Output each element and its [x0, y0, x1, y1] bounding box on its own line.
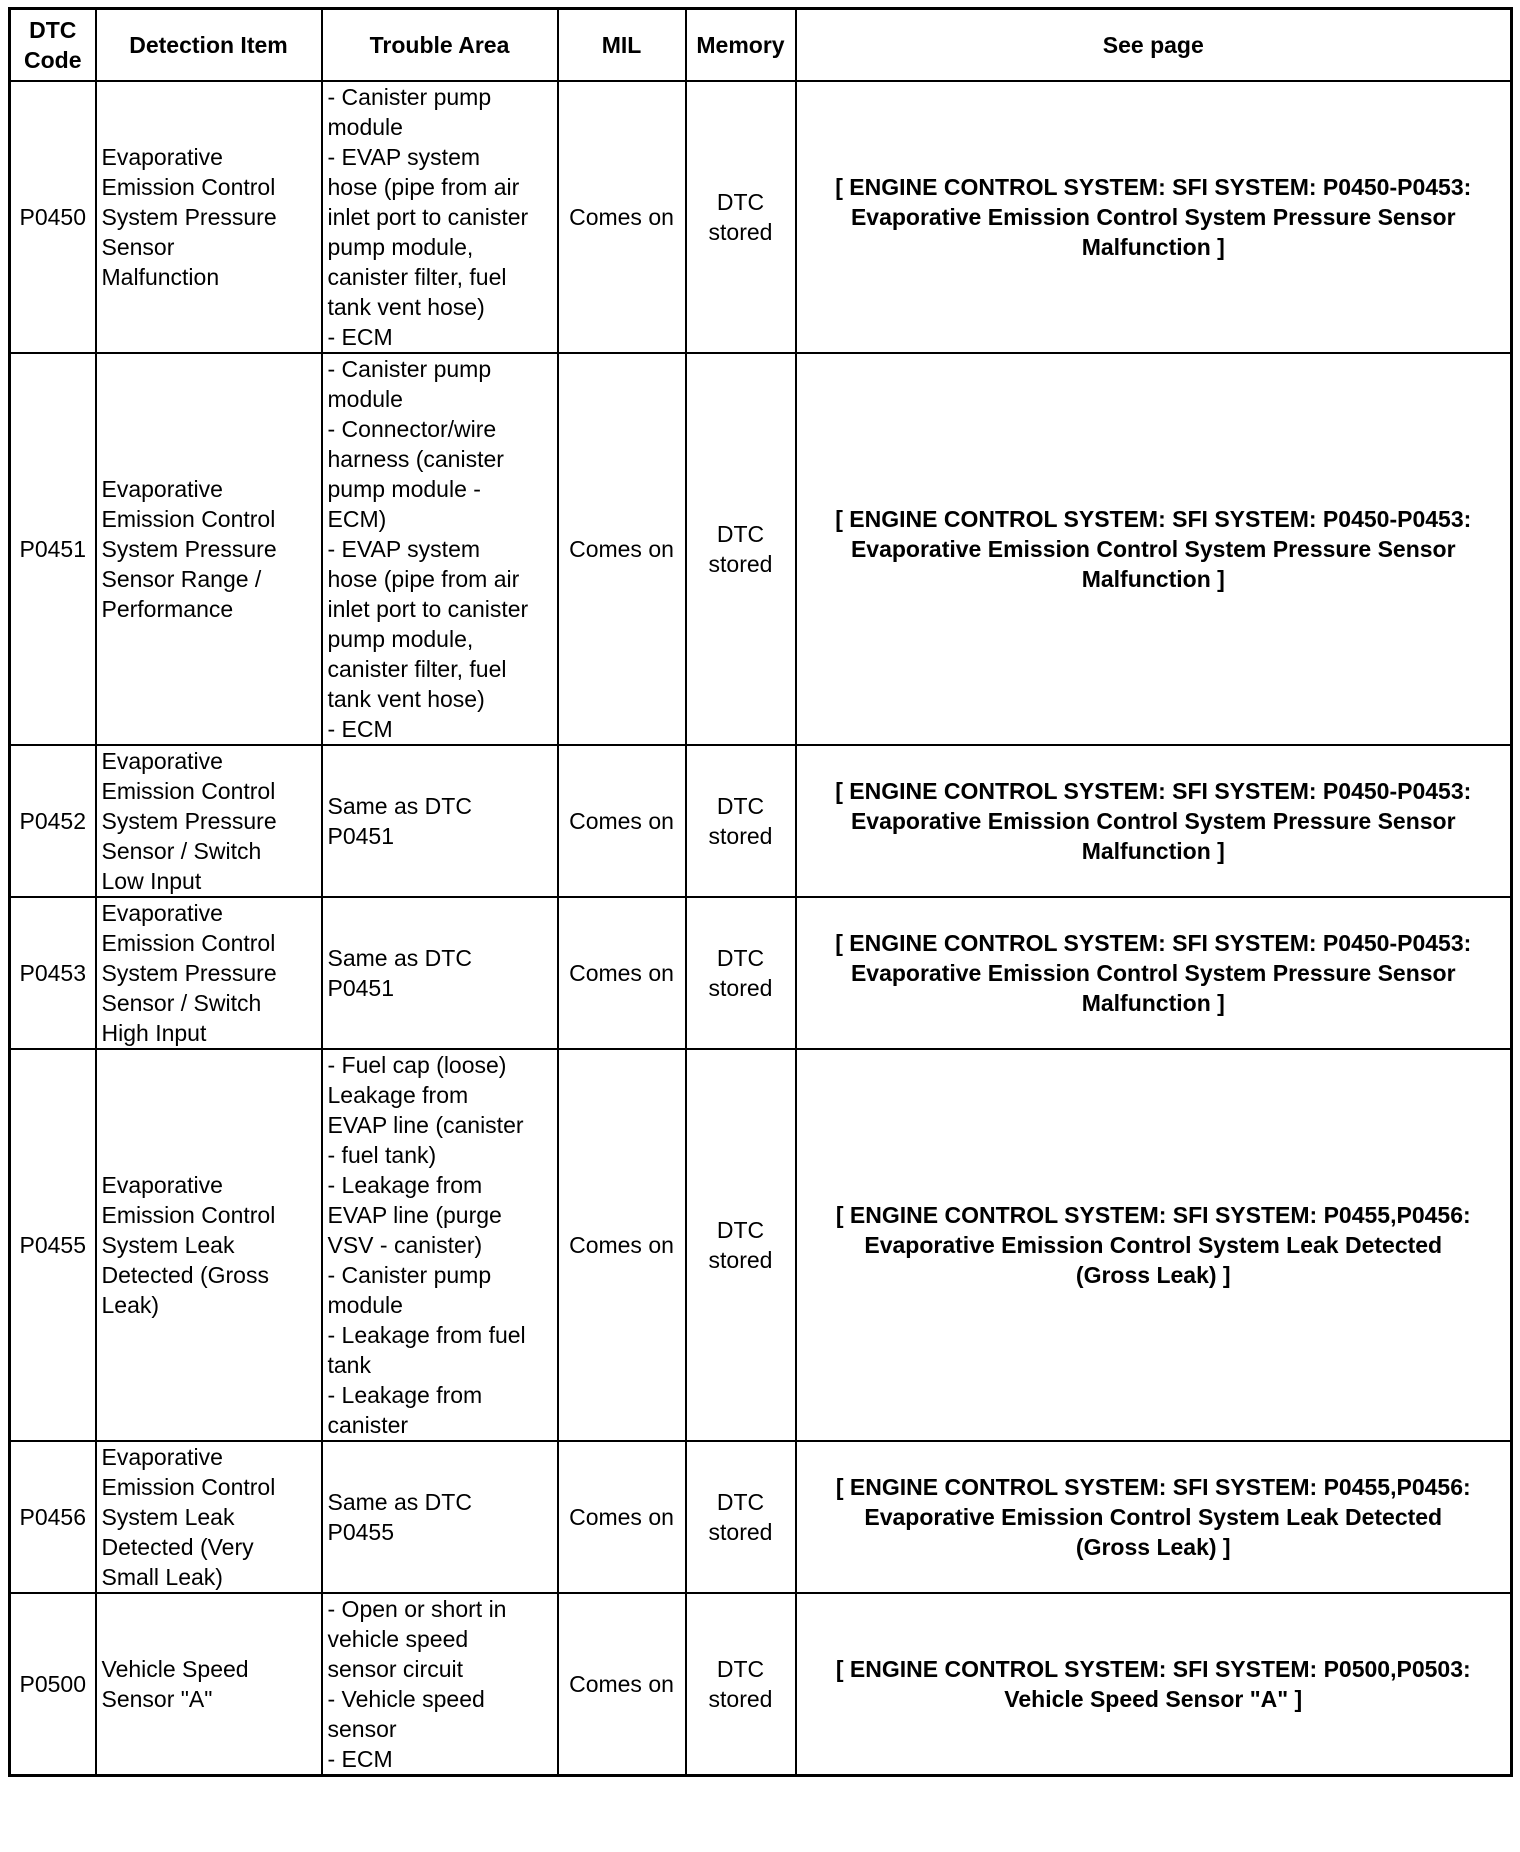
see-page-link[interactable]: [796, 897, 1512, 1049]
table-row: [10, 745, 1512, 897]
see-page-link-line[interactable]: Vehicle Speed Sensor "A" ]: [1004, 1686, 1303, 1712]
mil-cell: Comes on: [558, 745, 686, 897]
trouble-area-cell-line: module: [327, 114, 403, 140]
header-trouble-area: Trouble Area: [322, 9, 558, 82]
detection-item-cell-line: System Pressure: [101, 204, 277, 230]
trouble-area-cell-line: pump module,: [327, 626, 474, 652]
detection-item-cell-line: System Leak: [101, 1232, 235, 1258]
trouble-area-cell-line: - Leakage from fuel: [327, 1322, 526, 1348]
detection-item-cell-line: Emission Control: [101, 1474, 276, 1500]
memory-cell-line: stored: [708, 975, 773, 1001]
trouble-area-cell-line: tank: [327, 1352, 371, 1378]
see-page-link-line[interactable]: Malfunction ]: [1081, 234, 1225, 260]
table-row: [10, 1441, 1512, 1593]
mil-cell: Comes on: [558, 1593, 686, 1776]
detection-item-cell-line: Leak): [101, 1292, 160, 1318]
detection-item-cell-line: Evaporative: [101, 144, 223, 170]
trouble-area-cell-line: sensor circuit: [327, 1656, 463, 1682]
detection-item-cell: [96, 745, 322, 897]
header-row: [10, 9, 1512, 82]
trouble-area-cell-line: hose (pipe from air: [327, 566, 520, 592]
dtc-code-cell: P0450: [10, 81, 96, 353]
see-page-link-line[interactable]: [ ENGINE CONTROL SYSTEM: SFI SYSTEM: P0450-P0453:: [835, 506, 1472, 532]
table-body: [10, 81, 1512, 1776]
dtc-code-cell: P0500: [10, 1593, 96, 1776]
trouble-area-cell-line: pump module -: [327, 476, 481, 502]
detection-item-cell-line: System Pressure: [101, 536, 277, 562]
see-page-link-line[interactable]: [ ENGINE CONTROL SYSTEM: SFI SYSTEM: P0455,P0456:: [835, 1474, 1471, 1500]
trouble-area-cell-line: EVAP line (canister: [327, 1112, 524, 1138]
header-mil: MIL: [558, 9, 686, 82]
trouble-area-cell-line: - Leakage from: [327, 1382, 483, 1408]
see-page-link[interactable]: [796, 1049, 1512, 1441]
trouble-area-cell-line: Same as DTC: [327, 1489, 472, 1515]
table-row: [10, 81, 1512, 353]
table-row: [10, 897, 1512, 1049]
detection-item-cell-line: Emission Control: [101, 174, 276, 200]
trouble-area-cell-line: canister filter, fuel: [327, 264, 507, 290]
trouble-area-cell: [322, 81, 558, 353]
detection-item-cell-line: High Input: [101, 1020, 207, 1046]
trouble-area-cell-line: harness (canister: [327, 446, 504, 472]
trouble-area-cell-line: - Vehicle speed: [327, 1686, 485, 1712]
trouble-area-cell-line: pump module,: [327, 234, 474, 260]
memory-cell: [686, 1593, 796, 1776]
trouble-area-cell-line: - EVAP system: [327, 144, 481, 170]
memory-cell-line: DTC: [716, 1656, 765, 1682]
detection-item-cell: [96, 1049, 322, 1441]
trouble-area-cell-line: EVAP line (purge: [327, 1202, 502, 1228]
trouble-area-cell-line: - Canister pump: [327, 1262, 492, 1288]
trouble-area-cell-line: tank vent hose): [327, 686, 485, 712]
trouble-area-cell-line: ECM): [327, 506, 387, 532]
see-page-link-line[interactable]: Malfunction ]: [1081, 566, 1225, 592]
memory-cell: [686, 897, 796, 1049]
see-page-link-line[interactable]: Evaporative Emission Control System Leak Detected: [864, 1232, 1443, 1258]
see-page-link-line[interactable]: Malfunction ]: [1081, 838, 1225, 864]
detection-item-cell-line: Malfunction: [101, 264, 220, 290]
see-page-link-line[interactable]: Malfunction ]: [1081, 990, 1225, 1016]
trouble-area-cell-line: - Fuel cap (loose): [327, 1052, 507, 1078]
see-page-link-line[interactable]: [ ENGINE CONTROL SYSTEM: SFI SYSTEM: P0500,P0503:: [835, 1656, 1471, 1682]
trouble-area-cell-line: P0455: [327, 1519, 395, 1545]
detection-item-cell-line: Low Input: [101, 868, 202, 894]
trouble-area-cell: [322, 1049, 558, 1441]
detection-item-cell-line: Evaporative: [101, 748, 223, 774]
trouble-area-cell-line: canister: [327, 1412, 409, 1438]
trouble-area-cell-line: hose (pipe from air: [327, 174, 520, 200]
memory-cell-line: DTC: [716, 793, 765, 819]
detection-item-cell-line: Evaporative: [101, 900, 223, 926]
detection-item-cell-line: Sensor / Switch: [101, 838, 262, 864]
table-row: [10, 353, 1512, 745]
trouble-area-cell-line: VSV - canister): [327, 1232, 483, 1258]
trouble-area-cell: [322, 897, 558, 1049]
detection-item-cell-line: System Pressure: [101, 808, 277, 834]
detection-item-cell-line: Sensor / Switch: [101, 990, 262, 1016]
memory-cell-line: DTC: [716, 521, 765, 547]
trouble-area-cell-line: - EVAP system: [327, 536, 481, 562]
trouble-area-cell: [322, 353, 558, 745]
detection-item-cell-line: Emission Control: [101, 930, 276, 956]
trouble-area-cell-line: tank vent hose): [327, 294, 485, 320]
memory-cell-line: stored: [708, 823, 773, 849]
trouble-area-cell-line: canister filter, fuel: [327, 656, 507, 682]
mil-cell: Comes on: [558, 81, 686, 353]
memory-cell-line: DTC: [716, 189, 765, 215]
trouble-area-cell-line: - Canister pump: [327, 356, 492, 382]
detection-item-cell: [96, 353, 322, 745]
trouble-area-cell-line: - ECM: [327, 1746, 393, 1772]
detection-item-cell-line: Emission Control: [101, 506, 276, 532]
dtc-code-cell: P0455: [10, 1049, 96, 1441]
see-page-link[interactable]: [796, 353, 1512, 745]
trouble-area-cell-line: - Canister pump: [327, 84, 492, 110]
see-page-link-line[interactable]: Evaporative Emission Control System Leak Detected: [864, 1504, 1443, 1530]
see-page-link[interactable]: [796, 1593, 1512, 1776]
header-dtc-code: DTC Code: [10, 9, 96, 82]
detection-item-cell-line: Detected (Very: [101, 1534, 254, 1560]
trouble-area-cell-line: - ECM: [327, 716, 393, 742]
memory-cell-line: DTC: [716, 945, 765, 971]
trouble-area-cell-line: - Leakage from: [327, 1172, 483, 1198]
trouble-area-cell-line: - Open or short in: [327, 1596, 507, 1622]
header-detection-item: Detection Item: [96, 9, 322, 82]
mil-cell: Comes on: [558, 353, 686, 745]
mil-cell: Comes on: [558, 1441, 686, 1593]
detection-item-cell: [96, 897, 322, 1049]
trouble-area-cell-line: vehicle speed: [327, 1626, 469, 1652]
memory-cell-line: DTC: [716, 1489, 765, 1515]
memory-cell-line: stored: [708, 1519, 773, 1545]
table-row: [10, 1049, 1512, 1441]
memory-cell: [686, 81, 796, 353]
see-page-link-line[interactable]: Evaporative Emission Control System Pressure Sensor: [850, 808, 1456, 834]
detection-item-cell-line: Emission Control: [101, 1202, 276, 1228]
memory-cell-line: stored: [708, 1247, 773, 1273]
see-page-link-line[interactable]: [ ENGINE CONTROL SYSTEM: SFI SYSTEM: P0450-P0453:: [835, 778, 1472, 804]
trouble-area-cell-line: - ECM: [327, 324, 393, 350]
detection-item-cell: [96, 1593, 322, 1776]
see-page-link-line[interactable]: (Gross Leak) ]: [1075, 1534, 1231, 1560]
trouble-area-cell-line: inlet port to canister: [327, 204, 529, 230]
detection-item-cell-line: Small Leak): [101, 1564, 223, 1590]
trouble-area-cell-line: Same as DTC: [327, 945, 472, 971]
trouble-area-cell-line: - Connector/wire: [327, 416, 497, 442]
dtc-table: [8, 7, 1513, 1777]
detection-item-cell-line: Sensor: [101, 234, 175, 260]
trouble-area-cell-line: P0451: [327, 823, 395, 849]
trouble-area-cell-line: Same as DTC: [327, 793, 472, 819]
detection-item-cell-line: System Leak: [101, 1504, 235, 1530]
dtc-code-cell: P0453: [10, 897, 96, 1049]
detection-item-cell-line: Sensor "A": [101, 1686, 213, 1712]
trouble-area-cell-line: P0451: [327, 975, 395, 1001]
memory-cell: [686, 1049, 796, 1441]
memory-cell-line: DTC: [716, 1217, 765, 1243]
detection-item-cell: [96, 81, 322, 353]
trouble-area-cell-line: module: [327, 386, 403, 412]
detection-item-cell: [96, 1441, 322, 1593]
memory-cell: [686, 353, 796, 745]
trouble-area-cell-line: Leakage from: [327, 1082, 469, 1108]
trouble-area-cell: [322, 1593, 558, 1776]
trouble-area-cell: [322, 1441, 558, 1593]
see-page-link-line[interactable]: Evaporative Emission Control System Pressure Sensor: [850, 204, 1456, 230]
header-see-page: See page: [796, 9, 1512, 82]
detection-item-cell-line: Emission Control: [101, 778, 276, 804]
memory-cell: [686, 745, 796, 897]
see-page-link[interactable]: [796, 1441, 1512, 1593]
see-page-link[interactable]: [796, 81, 1512, 353]
detection-item-cell-line: System Pressure: [101, 960, 277, 986]
see-page-link-line[interactable]: [ ENGINE CONTROL SYSTEM: SFI SYSTEM: P0450-P0453:: [835, 930, 1472, 956]
detection-item-cell-line: Evaporative: [101, 1172, 223, 1198]
detection-item-cell-line: Performance: [101, 596, 234, 622]
dtc-code-cell: P0452: [10, 745, 96, 897]
detection-item-cell-line: Sensor Range /: [101, 566, 262, 592]
detection-item-cell-line: Evaporative: [101, 1444, 223, 1470]
detection-item-cell-line: Evaporative: [101, 476, 223, 502]
mil-cell: Comes on: [558, 1049, 686, 1441]
see-page-link[interactable]: [796, 745, 1512, 897]
see-page-link-line[interactable]: (Gross Leak) ]: [1075, 1262, 1231, 1288]
see-page-link-line[interactable]: [ ENGINE CONTROL SYSTEM: SFI SYSTEM: P0450-P0453:: [835, 174, 1472, 200]
memory-cell-line: stored: [708, 219, 773, 245]
detection-item-cell-line: Vehicle Speed: [101, 1656, 249, 1682]
trouble-area-cell: [322, 745, 558, 897]
memory-cell-line: stored: [708, 551, 773, 577]
see-page-link-line[interactable]: Evaporative Emission Control System Pressure Sensor: [850, 536, 1456, 562]
trouble-area-cell-line: module: [327, 1292, 403, 1318]
see-page-link-line[interactable]: [ ENGINE CONTROL SYSTEM: SFI SYSTEM: P0455,P0456:: [835, 1202, 1471, 1228]
table-row: [10, 1593, 1512, 1776]
header-memory: Memory: [686, 9, 796, 82]
memory-cell: [686, 1441, 796, 1593]
trouble-area-cell-line: - fuel tank): [327, 1142, 437, 1168]
trouble-area-cell-line: sensor: [327, 1716, 397, 1742]
memory-cell-line: stored: [708, 1686, 773, 1712]
dtc-code-cell: P0451: [10, 353, 96, 745]
detection-item-cell-line: Detected (Gross: [101, 1262, 269, 1288]
trouble-area-cell-line: inlet port to canister: [327, 596, 529, 622]
mil-cell: Comes on: [558, 897, 686, 1049]
see-page-link-line[interactable]: Evaporative Emission Control System Pressure Sensor: [850, 960, 1456, 986]
dtc-code-cell: P0456: [10, 1441, 96, 1593]
